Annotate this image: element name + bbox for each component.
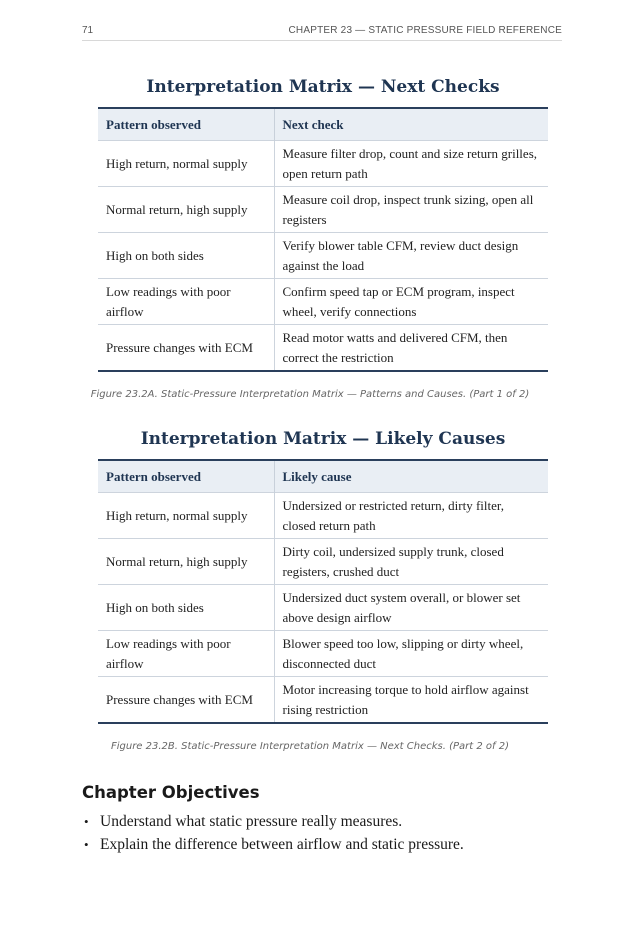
list-item <box>82 812 464 835</box>
table-cell: Normal return, high supply <box>98 539 274 585</box>
table-cell: Read motor watts and delivered CFM, then correct the restriction <box>274 325 548 372</box>
bullet-icon: • <box>84 814 89 829</box>
table-cell: High on both sides <box>98 585 274 631</box>
table-row <box>98 585 548 631</box>
table-block-next-checks <box>98 77 548 372</box>
list-item <box>82 835 464 858</box>
table-row <box>98 187 548 233</box>
table-row <box>98 141 548 187</box>
figure-caption: Figure 23.2B. Static-Pressure Interpretation Matrix — Next Checks. (Part 2 of 2) <box>110 741 510 752</box>
table-row <box>98 493 548 539</box>
table-row <box>98 233 548 279</box>
table-cell: Pressure changes with ECM <box>98 677 274 724</box>
table-cell: Low readings with poor airflow <box>98 279 274 325</box>
table-cell: Verify blower table CFM, review duct design against the load <box>274 233 548 279</box>
table-block-likely-causes <box>98 429 548 724</box>
figure-caption: Figure 23.2A. Static-Pressure Interpretation Matrix — Patterns and Causes. (Part 1 of 2) <box>90 389 530 400</box>
table-cell: High return, normal supply <box>98 141 274 187</box>
column-header: Pattern observed <box>98 460 274 493</box>
table-cell: Motor increasing torque to hold airflow against rising restriction <box>274 677 548 724</box>
chapter-title: CHAPTER 23 — STATIC PRESSURE FIELD REFERENCE <box>288 25 562 36</box>
table-header-row <box>98 108 548 141</box>
bullet-icon: • <box>84 837 89 852</box>
list-item-text: Explain the difference between airflow and static pressure. <box>100 836 464 853</box>
table-cell: Blower speed too low, slipping or dirty wheel, disconnected duct <box>274 631 548 677</box>
table-row <box>98 631 548 677</box>
column-header: Pattern observed <box>98 108 274 141</box>
table-cell: Measure filter drop, count and size return grilles, open return path <box>274 141 548 187</box>
table-cell: Confirm speed tap or ECM program, inspect wheel, verify connections <box>274 279 548 325</box>
table-cell: Undersized duct system overall, or blower set above design airflow <box>274 585 548 631</box>
table-cell: Measure coil drop, inspect trunk sizing, open all registers <box>274 187 548 233</box>
interpretation-table <box>98 459 548 724</box>
list-item-text: Understand what static pressure really measures. <box>100 813 403 830</box>
section-heading: Chapter Objectives <box>82 783 260 802</box>
table-title: Interpretation Matrix — Next Checks <box>146 77 500 97</box>
table-header-row <box>98 460 548 493</box>
table-cell: Undersized or restricted return, dirty filter, closed return path <box>274 493 548 539</box>
table-cell: Pressure changes with ECM <box>98 325 274 372</box>
running-header <box>82 22 562 41</box>
column-header: Likely cause <box>274 460 548 493</box>
table-title: Interpretation Matrix — Likely Causes <box>140 429 506 449</box>
table-cell: High return, normal supply <box>98 493 274 539</box>
objectives-list <box>82 812 464 858</box>
table-row <box>98 325 548 372</box>
table-row <box>98 279 548 325</box>
table-cell: Low readings with poor airflow <box>98 631 274 677</box>
interpretation-table <box>98 107 548 372</box>
table-cell: Dirty coil, undersized supply trunk, closed registers, crushed duct <box>274 539 548 585</box>
table-row <box>98 539 548 585</box>
table-cell: High on both sides <box>98 233 274 279</box>
table-cell: Normal return, high supply <box>98 187 274 233</box>
page-number: 71 <box>82 25 94 36</box>
column-header: Next check <box>274 108 548 141</box>
table-row <box>98 677 548 724</box>
